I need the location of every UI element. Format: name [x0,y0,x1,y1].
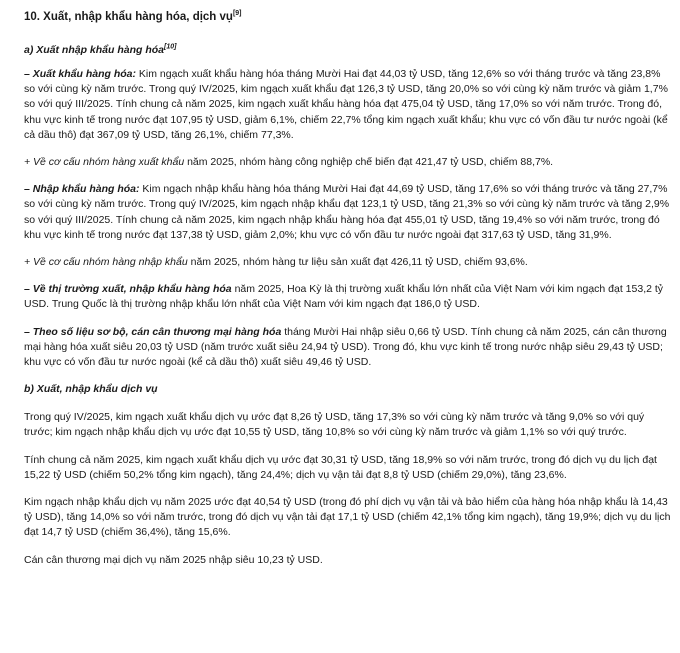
balance-paragraph [24,325,672,371]
services-heading: b) Xuất, nhập khẩu dịch vụ [24,383,158,396]
export-lead: – Xuất khẩu hàng hóa: [24,68,137,80]
balance-text: tháng Mười Hai nhập siêu 0,66 tỷ USD. Tính chung cả năm 2025, cán cân thương mại hàng hóa xuất siêu 20,03 tỷ USD (năm trước xuất siêu 24,94 tỷ USD). Trong đó, khu vực kinh tế trong nước nhập siêu 29,43 tỷ USD; khu vực có vốn đầu tư nước ngoài (kể cả dầu thô) xuất siêu 49,46 tỷ USD. [24,325,667,369]
services-balance-paragraph: Cán cân thương mại dịch vụ năm 2025 nhập siêu 10,23 tỷ USD. [24,553,323,566]
market-lead: – Về thị trường xuất, nhập khẩu hàng hóa [24,283,232,296]
import-structure-text: năm 2025, nhóm hàng tư liệu sản xuất đạt 426,11 tỷ USD, chiếm 93,6%. [187,256,528,269]
import-lead: – Nhập khẩu hàng hóa: [24,183,140,196]
goods-heading-text: a) Xuất nhập khẩu hàng hóa [24,44,165,56]
export-structure-paragraph [24,155,672,170]
import-structure-lead: + Về cơ cấu nhóm hàng nhập khẩu [24,256,188,269]
export-text: Kim ngạch xuất khẩu hàng hóa tháng Mười Hai đạt 44,03 tỷ USD, tăng 12,6% so với tháng trước và tăng 23,8% so với cùng kỳ năm trước. Trong quý IV/2025, kim ngạch xuất khẩu đạt 126,3 tỷ USD, tăng 20,0% so với cùng kỳ năm trước và giảm 1,7% so với quý III/2025. Tính chung cả năm 2025, kim ngạch xuất khẩu hàng hóa đạt 475,04 tỷ USD, tăng 17,0% so với năm trước. Trong đó, khu vực kinh tế trong nước đạt 107,95 tỷ USD, giảm 6,1%, chiếm 22,7% tổng kim ngạch xuất khẩu; khu vực có vốn đầu tư nước ngoài (kể cả dầu thô) đạt 367,09 tỷ USD, tăng 26,1%, chiếm 77,3%. [24,68,668,141]
section-title-text: 10. Xuất, nhập khẩu hàng hóa, dịch vụ [24,11,233,23]
import-structure-paragraph [24,255,672,270]
export-paragraph [24,67,672,143]
import-paragraph [24,182,672,243]
export-structure-text: năm 2025, nhóm hàng công nghiệp chế biến đạt 421,47 tỷ USD, chiếm 88,7%. [184,156,554,169]
goods-heading [24,43,672,57]
section-title [24,10,672,24]
import-text: Kim ngạch nhập khẩu hàng hóa tháng Mười Hai đạt 44,69 tỷ USD, tăng 17,6% so với tháng trước và tăng 27,7% so với cùng kỳ năm trước. Trong quý IV/2025, kim ngạch nhập khẩu đạt 123,1 tỷ USD, tăng 21,3% so với cùng kỳ năm trước và tăng 2,9% so với quý III/2025. Tính chung cả năm 2025, kim ngạch nhập khẩu hàng hóa đạt 455,01 tỷ USD, tăng 19,4% so với năm trước, trong đó khu vực kinh tế trong nước đạt 137,38 tỷ USD, giảm 2,0%; khu vực có vốn đầu tư nước ngoài đạt 317,63 tỷ USD, tăng 31,9%. [24,183,670,241]
services-q4-paragraph: Trong quý IV/2025, kim ngạch xuất khẩu dịch vụ ước đạt 8,26 tỷ USD, tăng 17,3% so với cùng kỳ năm trước và tăng 9,0% so với quý trước; kim ngạch nhập khẩu dịch vụ ước đạt 10,55 tỷ USD, tăng 10,8% so với cùng kỳ năm trước và giảm 1,1% so với quý trước. [24,411,645,439]
services-import-year-paragraph: Kim ngạch nhập khẩu dịch vụ năm 2025 ước đạt 40,54 tỷ USD (trong đó phí dịch vụ vận tải và bảo hiểm của hàng hóa nhập khẩu là 14,43 tỷ USD), tăng 14,0% so với năm trước, trong đó dịch vụ vận tải đạt 17,1 tỷ USD (chiếm 42,1% tổng kim ngạch), tăng 19,9%; dịch vụ du lịch đạt 14,7 tỷ USD (chiếm 36,4%), tăng 15,6%. [24,496,671,539]
export-structure-lead: + Về cơ cấu nhóm hàng xuất khẩu [24,156,185,169]
market-paragraph [24,282,672,312]
services-export-year-paragraph: Tính chung cả năm 2025, kim ngạch xuất khẩu dịch vụ ước đạt 30,31 tỷ USD, tăng 18,9% so với năm trước, trong đó dịch vụ du lịch đạt 15,22 tỷ USD (chiếm 50,2% tổng kim ngạch), tăng 24,4%; dịch vụ vận tải đạt 8,8 tỷ USD (chiếm 29,0%), tăng 23,6%. [24,453,657,481]
market-text: năm 2025, Hoa Kỳ là thị trường xuất khẩu lớn nhất của Việt Nam với kim ngạch đạt 153,2 tỷ USD. Trung Quốc là thị trường nhập khẩu lớn nhất của Việt Nam với kim ngạch đạt 186,0 tỷ USD. [24,283,664,311]
article-body [24,10,672,580]
footnote-ref-10[interactable]: [10] [164,43,177,51]
balance-lead: – Theo số liệu sơ bộ, cán cân thương mại hàng hóa [24,325,282,338]
footnote-ref-9[interactable]: [9] [232,10,242,18]
